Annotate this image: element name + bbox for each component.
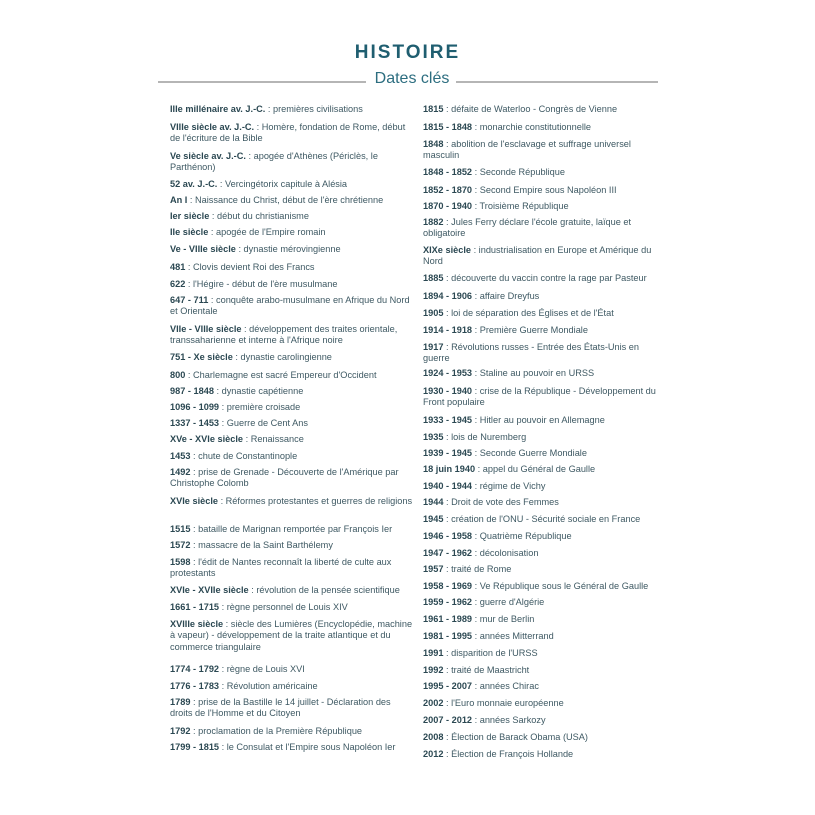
timeline-entry	[423, 368, 668, 379]
entry-date: 2008	[423, 732, 444, 742]
entry-text: : dynastie mérovingienne	[235, 244, 341, 254]
timeline-entry	[170, 402, 415, 413]
entry-date: XVe - XVIe siècle	[170, 434, 244, 444]
entry-date: 1848	[423, 139, 444, 149]
timeline-entry	[170, 151, 415, 174]
entry-text: : apogée d'Athènes (Périclès, le Parthénon)	[170, 151, 378, 173]
entry-text: : loi de séparation des Églises et de l'État	[443, 308, 614, 318]
entry-date: 2012	[423, 749, 444, 759]
entry-date: 1959 - 1962	[423, 597, 473, 607]
timeline-entry	[423, 386, 668, 409]
entry-text: : disparition de l'URSS	[443, 648, 538, 658]
entry-text: : proclamation de la Première République	[190, 726, 363, 736]
entry-date: 1958 - 1969	[423, 581, 473, 591]
entry-date: 1815	[423, 104, 444, 114]
entry-text: : lois de Nuremberg	[443, 432, 527, 442]
entry-text: : Hitler au pouvoir en Allemagne	[472, 415, 605, 425]
entry-text: : premières civilisations	[265, 104, 363, 114]
entry-text: : abolition de l'esclavage et suffrage universel masculin	[423, 139, 631, 161]
entry-text: : régime de Vichy	[472, 481, 546, 491]
entry-date: 987 - 1848	[170, 386, 214, 396]
timeline-entry	[423, 139, 668, 162]
entry-date: 1776 - 1783	[170, 681, 220, 691]
entry-date: 1945	[423, 514, 444, 524]
entry-date: Ve siècle av. J.-C.	[170, 151, 246, 161]
entry-date: 1515	[170, 524, 191, 534]
entry-text: : Clovis devient Roi des Francs	[185, 262, 315, 272]
entry-date: 751 - Xe siècle	[170, 352, 233, 362]
entry-date: 1981 - 1995	[423, 631, 473, 641]
timeline-entry	[170, 122, 415, 145]
entry-text: : défaite de Waterloo - Congrès de Vienne	[443, 104, 618, 114]
entry-text: : développement des traites orientale, transsaharienne et interne à l'Afrique noire	[170, 324, 398, 346]
entry-text: : Élection de François Hollande	[443, 749, 574, 759]
entry-date: 1799 - 1815	[170, 742, 220, 752]
entry-text: : bataille de Marignan remportée par François Ier	[190, 524, 393, 534]
timeline-entry	[423, 342, 668, 365]
entry-text: : Second Empire sous Napoléon III	[472, 185, 617, 195]
timeline-entry	[170, 104, 415, 115]
timeline-entry	[423, 415, 668, 426]
entry-text: : affaire Dreyfus	[472, 291, 540, 301]
entry-text: : Quatrième République	[472, 531, 572, 541]
timeline-entry	[170, 726, 415, 737]
timeline-entry	[170, 451, 415, 462]
timeline-entry	[170, 179, 415, 190]
entry-date: XVIe - XVIIe siècle	[170, 585, 249, 595]
entry-text: : années Sarkozy	[472, 715, 546, 725]
timeline-entry	[423, 432, 668, 443]
entry-date: 1789	[170, 697, 191, 707]
entry-date: XVIe siècle	[170, 496, 219, 506]
timeline-entry	[170, 619, 415, 653]
entry-date: 1815 - 1848	[423, 122, 473, 132]
timeline-entry	[170, 496, 415, 507]
entry-text: : Vercingétorix capitule à Alésia	[217, 179, 348, 189]
timeline-entry	[170, 370, 415, 381]
entry-text: : chute de Constantinople	[190, 451, 298, 461]
entry-date: 1848 - 1852	[423, 167, 473, 177]
entry-date: 1905	[423, 308, 444, 318]
timeline-entry	[423, 325, 668, 336]
entry-date: 1572	[170, 540, 191, 550]
entry-text: : Ve République sous le Général de Gaulle	[472, 581, 649, 591]
timeline-entry	[423, 167, 668, 178]
timeline-entry	[170, 467, 415, 490]
timeline-entry	[423, 217, 668, 240]
timeline-entry	[170, 742, 415, 753]
page-title: HISTOIRE	[354, 42, 461, 63]
entry-text: : première croisade	[219, 402, 301, 412]
entry-text: : crise de la République - Développement du Front populaire	[423, 386, 656, 408]
timeline-entry	[170, 352, 415, 363]
timeline-entry	[423, 698, 668, 709]
entry-text: : apogée de l'Empire romain	[208, 227, 326, 237]
timeline-entry	[423, 614, 668, 625]
entry-text: : dynastie capétienne	[213, 386, 304, 396]
entry-text: : Renaissance	[243, 434, 304, 444]
entry-date: 1995 - 2007	[423, 681, 473, 691]
timeline-entry	[423, 201, 668, 212]
entry-date: VIIe - VIIIe siècle	[170, 324, 242, 334]
timeline-entry	[170, 195, 415, 206]
timeline-entry	[423, 481, 668, 492]
timeline-entry	[423, 122, 668, 133]
entry-text: : Homère, fondation de Rome, début de l'écriture de la Bible	[170, 122, 406, 144]
entry-text: : Élection de Barack Obama (USA)	[443, 732, 588, 742]
entry-text: : l'édit de Nantes reconnaît la liberté de culte aux protestants	[170, 557, 392, 579]
timeline-entry	[170, 540, 415, 551]
entry-text: : dynastie carolingienne	[232, 352, 332, 362]
entry-date: 1935	[423, 432, 444, 442]
entry-date: 1930 - 1940	[423, 386, 473, 396]
timeline-entry	[170, 697, 415, 720]
timeline-entry	[170, 324, 415, 347]
timeline-entry	[423, 308, 668, 319]
timeline-entry	[170, 602, 415, 613]
entry-text: : traité de Rome	[443, 564, 512, 574]
entry-date: 1940 - 1944	[423, 481, 473, 491]
entry-date: 800	[170, 370, 186, 380]
entry-text: : monarchie constitutionnelle	[472, 122, 592, 132]
entry-text: : traité de Maastricht	[443, 665, 530, 675]
entry-date: 1096 - 1099	[170, 402, 220, 412]
entry-date: 1492	[170, 467, 191, 477]
page-subtitle: Dates clés	[374, 70, 450, 87]
entry-text: : règne de Louis XVI	[219, 664, 305, 674]
timeline-entry	[423, 448, 668, 459]
timeline-entry	[423, 185, 668, 196]
entry-date: IIe siècle	[170, 227, 209, 237]
entry-text: : conquête arabo-musulmane en Afrique du Nord et Orientale	[170, 295, 410, 317]
timeline-entry	[423, 631, 668, 642]
entry-date: 1992	[423, 665, 444, 675]
entry-text: : Révolution américaine	[219, 681, 318, 691]
entry-date: 1661 - 1715	[170, 602, 220, 612]
entry-text: : Charlemagne est sacré Empereur d'Occident	[185, 370, 377, 380]
entry-date: Ier siècle	[170, 211, 210, 221]
subtitle-row	[158, 70, 658, 94]
entry-text: : mur de Berlin	[472, 614, 535, 624]
entry-text: : Seconde Guerre Mondiale	[472, 448, 587, 458]
entry-date: 2007 - 2012	[423, 715, 473, 725]
entry-date: 1792	[170, 726, 191, 736]
entry-text: : années Mitterrand	[472, 631, 554, 641]
timeline-entry	[170, 244, 415, 255]
entry-date: 18 juin 1940	[423, 464, 476, 474]
timeline-entry	[423, 548, 668, 559]
entry-text: : guerre d'Algérie	[472, 597, 545, 607]
timeline-entry	[423, 681, 668, 692]
entry-date: An I	[170, 195, 188, 205]
entry-date: 52 av. J.-C.	[170, 179, 218, 189]
entry-text: : Seconde République	[472, 167, 566, 177]
entry-text: : décolonisation	[472, 548, 539, 558]
entry-date: 1870 - 1940	[423, 201, 473, 211]
timeline-entry	[423, 464, 668, 475]
entry-text: : Révolutions russes - Entrée des États-Unis en guerre	[423, 342, 640, 364]
entry-text: : massacre de la Saint Barthélemy	[190, 540, 333, 550]
entry-date: 1939 - 1945	[423, 448, 473, 458]
timeline-entry	[423, 732, 668, 743]
timeline-entry	[170, 664, 415, 675]
entry-date: XVIIIe siècle	[170, 619, 224, 629]
entry-date: 1944	[423, 497, 444, 507]
entry-date: 647 - 711	[170, 295, 209, 305]
entry-date: 1946 - 1958	[423, 531, 473, 541]
entry-date: 1852 - 1870	[423, 185, 473, 195]
entry-text: : Guerre de Cent Ans	[219, 418, 308, 428]
timeline-entry	[423, 715, 668, 726]
entry-text: : le Consulat et l'Empire sous Napoléon Ier	[219, 742, 396, 752]
entry-text: : découverte du vaccin contre la rage par Pasteur	[443, 273, 647, 283]
entry-date: 1914 - 1918	[423, 325, 473, 335]
entry-text: : création de l'ONU - Sécurité sociale en France	[443, 514, 641, 524]
entry-date: 2002	[423, 698, 444, 708]
entry-text: : début du christianisme	[209, 211, 309, 221]
entry-date: IIIe millénaire av. J.-C.	[170, 104, 266, 114]
entry-date: 1882	[423, 217, 444, 227]
entry-date: 622	[170, 279, 186, 289]
entry-text: : révolution de la pensée scientifique	[248, 585, 400, 595]
entry-text: : l'Euro monnaie européenne	[443, 698, 564, 708]
timeline-entry	[423, 564, 668, 575]
timeline-entry	[170, 585, 415, 596]
timeline-entry	[170, 434, 415, 445]
timeline-entry	[423, 597, 668, 608]
timeline-entry	[423, 291, 668, 302]
timeline-entry	[423, 497, 668, 508]
entry-text: : prise de la Bastille le 14 juillet - Déclaration des droits de l'Homme et du Citoyen	[170, 697, 391, 719]
entry-date: 1598	[170, 557, 191, 567]
entry-text: : Staline au pouvoir en URSS	[472, 368, 595, 378]
entry-text: : Naissance du Christ, début de l'ère chrétienne	[187, 195, 384, 205]
timeline-entry	[423, 749, 668, 760]
timeline-entry	[170, 386, 415, 397]
entry-text: : Droit de vote des Femmes	[443, 497, 559, 507]
entry-date: 1957	[423, 564, 444, 574]
timeline-entry	[170, 211, 415, 222]
entry-date: 1774 - 1792	[170, 664, 220, 674]
entry-text: : Première Guerre Mondiale	[472, 325, 588, 335]
timeline-entry	[423, 665, 668, 676]
entry-date: 1991	[423, 648, 444, 658]
entry-text: : Jules Ferry déclare l'école gratuite, laïque et obligatoire	[423, 217, 632, 239]
timeline-entry	[170, 681, 415, 692]
entry-date: 1933 - 1945	[423, 415, 473, 425]
timeline-entry	[423, 581, 668, 592]
timeline-entry	[170, 227, 415, 238]
entry-date: XIXe siècle	[423, 245, 472, 255]
entry-date: 1947 - 1962	[423, 548, 473, 558]
entry-text: : industrialisation en Europe et Amérique du Nord	[423, 245, 652, 267]
entry-text: : prise de Grenade - Découverte de l'Amérique par Christophe Colomb	[170, 467, 399, 489]
entry-date: VIIIe siècle av. J.-C.	[170, 122, 255, 132]
timeline-entry	[423, 245, 668, 268]
entry-date: 1885	[423, 273, 444, 283]
entry-text: : Réformes protestantes et guerres de religions	[218, 496, 413, 506]
timeline-entry	[170, 524, 415, 535]
timeline-entry	[423, 514, 668, 525]
entry-date: 1453	[170, 451, 191, 461]
entry-date: 1924 - 1953	[423, 368, 473, 378]
subtitle-rule-left	[158, 81, 366, 83]
entry-date: 1917	[423, 342, 444, 352]
timeline-entry	[170, 262, 415, 273]
entry-text: : Troisième République	[472, 201, 569, 211]
subtitle-rule-right	[456, 81, 658, 83]
entry-text: : siècle des Lumières (Encyclopédie, machine à vapeur) - développement de la traite atlantique et du commerce triangulaire	[170, 619, 413, 652]
timeline-entry	[170, 557, 415, 580]
entry-date: Ve - VIIIe siècle	[170, 244, 236, 254]
timeline-entry	[423, 273, 668, 284]
entry-text: : l'Hégire - début de l'ère musulmane	[185, 279, 338, 289]
timeline-entry	[423, 531, 668, 542]
entry-text: : appel du Général de Gaulle	[475, 464, 596, 474]
entry-text: : années Chirac	[472, 681, 539, 691]
timeline-entry	[423, 648, 668, 659]
entry-text: : règne personnel de Louis XIV	[219, 602, 348, 612]
timeline-entry	[170, 295, 415, 318]
timeline-entry	[170, 279, 415, 290]
timeline-entry	[170, 418, 415, 429]
timeline-entry	[423, 104, 668, 115]
entry-date: 1337 - 1453	[170, 418, 220, 428]
entry-date: 1894 - 1906	[423, 291, 473, 301]
entry-date: 481	[170, 262, 186, 272]
entry-date: 1961 - 1989	[423, 614, 473, 624]
